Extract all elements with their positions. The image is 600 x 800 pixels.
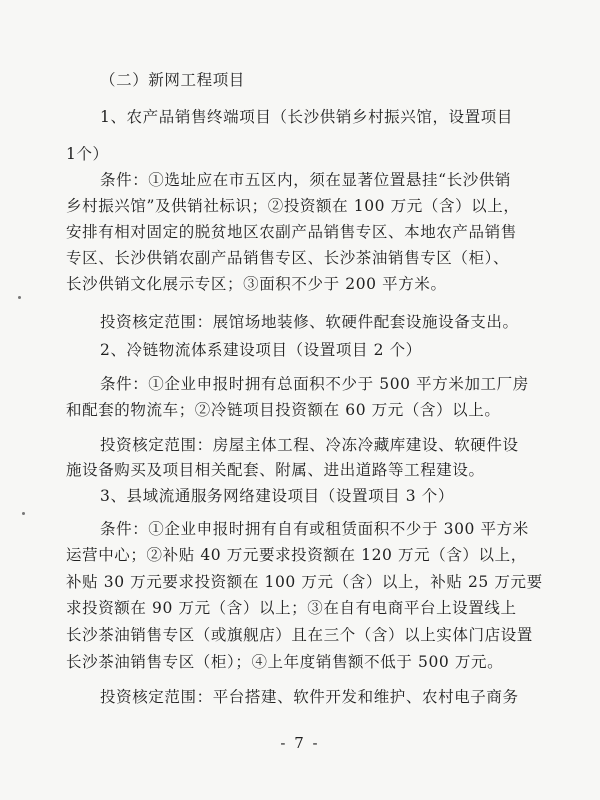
item-3-conditions-cont: 求投资额在 90 万元（含）以上；③在自有电商平台上设置线上	[66, 599, 517, 617]
item-2-scope-cont: 施设备购买及项目相关配套、附属、进出道路等工程建设。	[66, 461, 485, 479]
item-1-conditions-cont: 安排有相对固定的脱贫地区农副产品销售专区、本地农产品销售	[66, 223, 517, 241]
item-2-title: 2、冷链物流体系建设项目（设置项目 2 个）	[100, 341, 422, 359]
item-3-conditions-cont: 运营中心；②补贴 40 万元要求投资额在 120 万元（含）以上，	[66, 546, 527, 564]
item-1-conditions-cont: 长沙供销文化展示专区；③面积不少于 200 平方米。	[66, 275, 447, 293]
item-3-conditions-cont: 长沙茶油销售专区（柜）；④上年度销售额不低于 500 万元。	[66, 653, 504, 671]
item-3-title: 3、县域流通服务网络建设项目（设置项目 3 个）	[100, 487, 454, 505]
scan-speck	[18, 296, 21, 299]
item-3-scope: 投资核定范围：平台搭建、软件开发和维护、农村电子商务	[100, 688, 519, 706]
item-2-conditions-cont: 和配套的物流车；②冷链项目投资额在 60 万元（含）以上。	[66, 401, 501, 419]
item-1-title: 1、农产品销售终端项目（长沙供销乡村振兴馆，设置项目	[100, 108, 513, 126]
section-heading: （二）新网工程项目	[100, 71, 245, 89]
item-1-scope: 投资核定范围：展馆场地装修、软硬件配套设施设备支出。	[100, 313, 519, 331]
item-1-title-cont: 1个）	[66, 145, 109, 163]
item-1-conditions-cont: 专区、长沙供销农副产品销售专区、长沙茶油销售专区（柜）、	[66, 249, 510, 267]
item-3-conditions: 条件：①企业申报时拥有自有或租赁面积不少于 300 平方米	[100, 520, 529, 538]
item-2-scope: 投资核定范围：房屋主体工程、冷冻冷藏库建设、软硬件设	[100, 436, 519, 454]
item-3-conditions-cont: 补贴 30 万元要求投资额在 100 万元（含）以上，补贴 25 万元要	[66, 573, 543, 591]
page-number: - 7 -	[280, 734, 320, 752]
item-1-conditions-cont: 乡村振兴馆”及供销社标识；②投资额在 100 万元（含）以上，	[66, 197, 520, 215]
scan-speck	[22, 512, 25, 515]
item-3-conditions-cont: 长沙茶油销售专区（或旗舰店）且在三个（含）以上实体门店设置	[66, 626, 533, 644]
item-1-conditions: 条件：①选址应在市五区内，须在显著位置悬挂“长沙供销	[100, 171, 512, 189]
item-2-conditions: 条件：①企业申报时拥有总面积不少于 500 平方米加工厂房	[100, 375, 529, 393]
